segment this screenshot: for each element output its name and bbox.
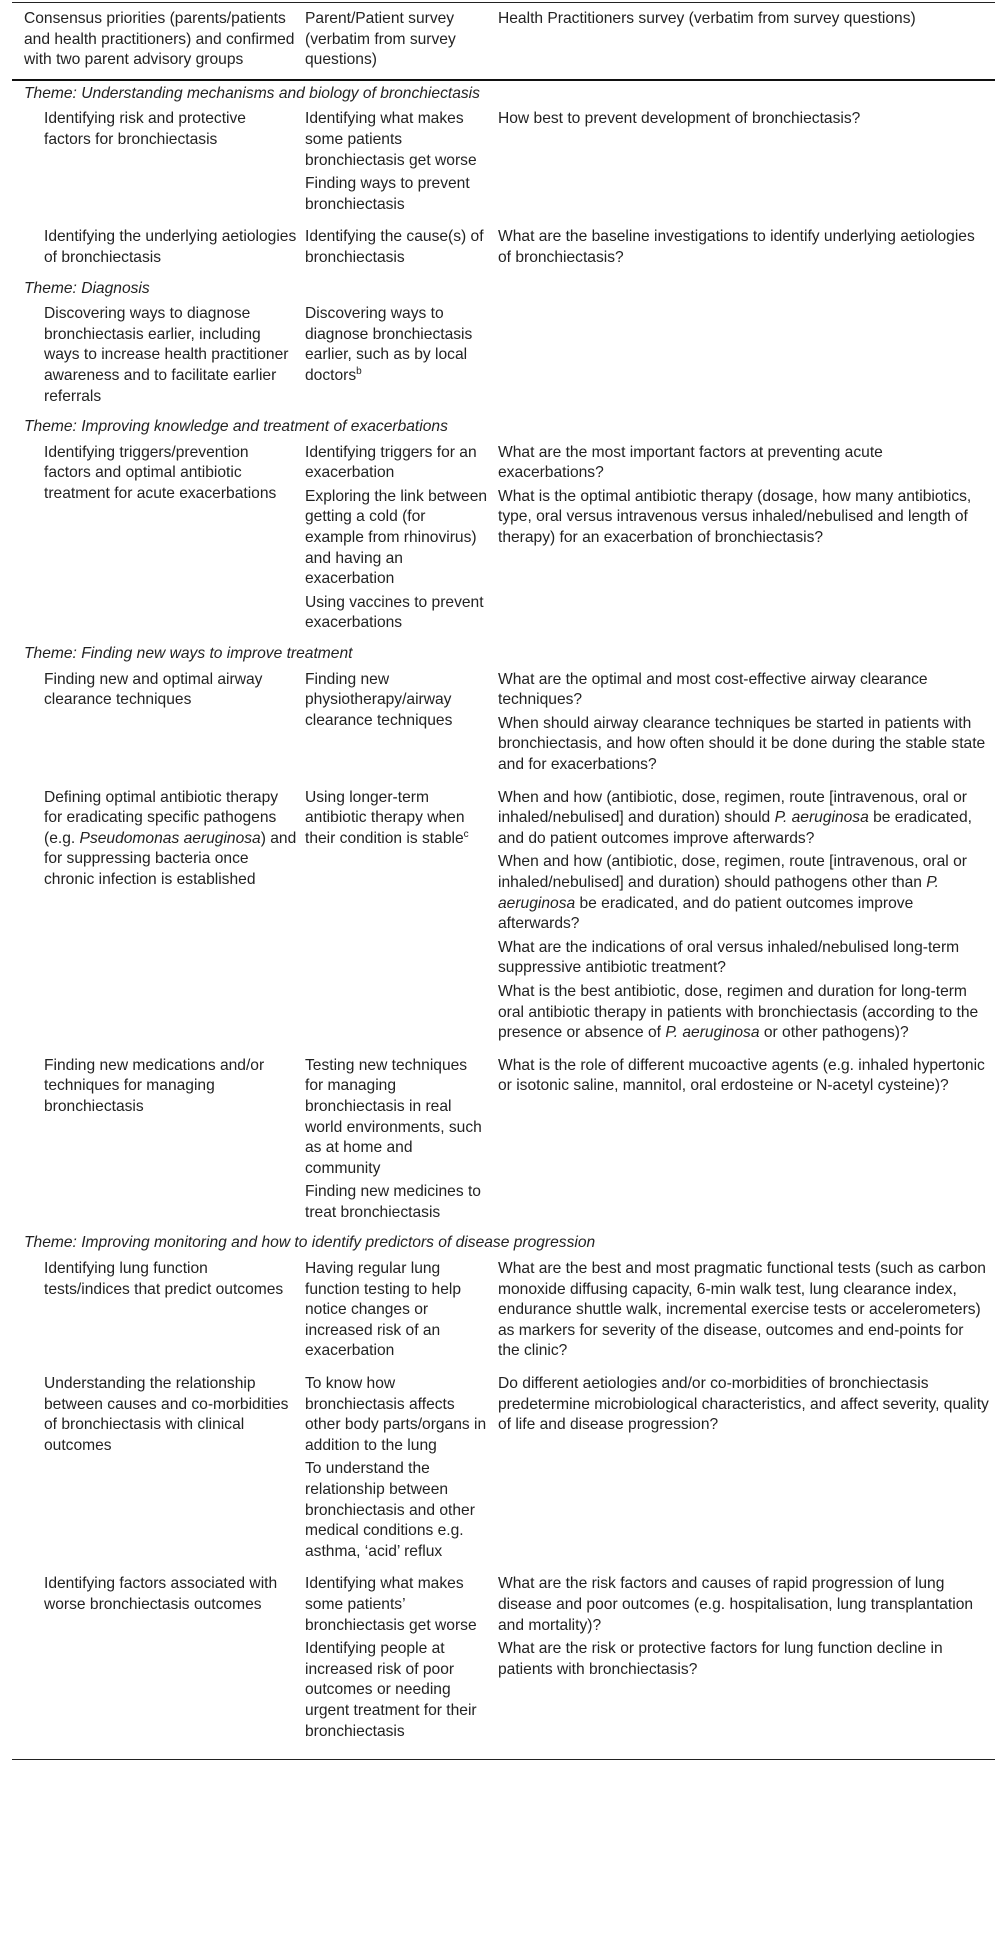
text: be eradicated, and do patient outcomes improve afterwards? (498, 894, 914, 933)
text: What is the best antibiotic, dose, regimen and duration for long-term oral antibiotic therapy in patients with bronchiectasis (according to the presence or absence of (498, 982, 979, 1042)
cell-item (498, 714, 989, 776)
cell-item (305, 443, 488, 484)
table-body (12, 81, 995, 1749)
theme-heading: Theme: Finding new ways to improve treatment (24, 645, 353, 663)
table-row (12, 1369, 995, 1569)
cell-item (498, 938, 989, 979)
practitioner-survey-cell (498, 1056, 995, 1227)
cell-item (305, 670, 488, 732)
cell-item (305, 593, 488, 634)
text: To know how bronchiectasis affects other body parts/organs in addition to the lung (305, 1375, 487, 1454)
practitioner-survey-cell (498, 109, 995, 218)
text: be eradicated, and do patient outcomes improve afterwards? (498, 809, 972, 847)
text: Having regular lung function testing to help notice changes or increased risk of an exacerbation (305, 1260, 462, 1360)
cell-item (498, 670, 989, 711)
theme-heading: Theme: Understanding mechanisms and biology of bronchiectasis (24, 84, 480, 102)
parent-survey-cell (305, 304, 498, 410)
text: What is the role of different mucoactive agents (e.g. inhaled hypertonic or isotonic saline, mannitol, oral erdosteine or N-acetyl cysteine)? (498, 1056, 985, 1095)
cell-item (498, 1639, 989, 1680)
table-header (12, 3, 995, 81)
cell-item (305, 174, 488, 215)
cell-item (498, 1574, 989, 1636)
cell-item (498, 788, 989, 850)
text: Identifying the underlying aetiologies of bronchiectasis (44, 228, 297, 266)
cell-item (44, 1056, 297, 1118)
cell-item (498, 982, 989, 1044)
table-row (12, 1254, 995, 1369)
text: Identifying triggers/prevention factors and optimal antibiotic treatment for acute exacerbations (44, 443, 277, 502)
italic-text: Pseudomonas aeruginosa (79, 829, 261, 847)
text: When should airway clearance techniques be started in patients with bronchiectasis, and how often should it be done during the stable state and for exacerbations? (498, 714, 986, 773)
table-row (12, 665, 995, 783)
text: ) and for suppressing bacteria once chronic infection is established (44, 829, 297, 888)
consensus-cell (12, 788, 305, 1047)
header-practitioner-survey: Health Practitioners survey (verbatim from survey questions) (498, 10, 916, 27)
theme-heading: Theme: Diagnosis (24, 279, 150, 297)
table-bottom-rule (12, 1749, 995, 1760)
text: Using longer-term antibiotic therapy when their condition is stable (305, 788, 465, 847)
parent-survey-cell (305, 1056, 498, 1227)
parent-survey-cell (305, 227, 498, 271)
cell-item (44, 227, 297, 268)
table-row (12, 104, 995, 222)
cell-item (44, 1259, 297, 1300)
table-row (12, 299, 995, 414)
consensus-cell (12, 304, 305, 410)
text: Testing new techniques for managing bronchiectasis in real world environments, such as at home and community (305, 1056, 482, 1177)
text: Identifying what makes some patients bronchiectasis get worse (305, 110, 477, 169)
text: Do different aetiologies and/or co-morbidities of bronchiectasis predetermine microbiological characteristics, and affect severity, quality of life and disease progression? (498, 1375, 989, 1434)
text: Identifying triggers for an exacerbation (305, 443, 477, 482)
text: Identifying factors associated with worse bronchiectasis outcomes (44, 1575, 278, 1613)
parent-survey-cell (305, 1374, 498, 1565)
table-row (12, 783, 995, 1051)
text: Finding new physiotherapy/airway clearance techniques (305, 670, 453, 729)
text: Identifying the cause(s) of bronchiectasis (305, 228, 484, 266)
consensus-cell (12, 1374, 305, 1565)
cell-item (498, 227, 989, 268)
cell-item (305, 487, 488, 590)
text: Discovering ways to diagnose bronchiectasis earlier, such as by local doctors (305, 305, 473, 384)
text: What are the optimal and most cost-effective airway clearance techniques? (498, 670, 928, 709)
cell-item (44, 1374, 297, 1456)
practitioner-survey-cell (498, 1259, 995, 1365)
text: Finding ways to prevent bronchiectasis (305, 175, 470, 213)
text: Finding new medications and/or techniques for managing bronchiectasis (44, 1056, 265, 1115)
cell-item (498, 1056, 989, 1097)
practitioner-survey-cell (498, 670, 995, 779)
consensus-cell (12, 1056, 305, 1227)
text: Identifying people at increased risk of poor outcomes or needing urgent treatment for their bronchiectasis (305, 1640, 477, 1740)
parent-survey-cell (305, 1259, 498, 1365)
cell-item (498, 487, 989, 549)
text: What are the best and most pragmatic functional tests (such as carbon monoxide diffusing capacity, 6-min walk test, lung clearance index, endurance shuttle walk, incremental exercise tests or accelerometers) as markers for severity of the disease, outcomes and end-points for the clinic? (498, 1260, 986, 1360)
text: Using vaccines to prevent exacerbations (305, 593, 484, 632)
italic-text: P. aeruginosa (665, 1024, 760, 1042)
parent-survey-cell (305, 670, 498, 779)
parent-survey-cell (305, 443, 498, 637)
parent-survey-cell (305, 1574, 498, 1745)
text: What are the risk factors and causes of rapid progression of lung disease and poor outcomes (e.g. hospitalisation, lung transplantation and mortality)? (498, 1575, 974, 1634)
italic-text: P. aeruginosa (498, 873, 940, 912)
practitioner-survey-cell (498, 788, 995, 1047)
consensus-cell (12, 109, 305, 218)
cell-item (44, 1574, 297, 1615)
text: Discovering ways to diagnose bronchiectasis earlier, including ways to increase health practitioner awareness and to facilitate earlier referrals (44, 305, 289, 405)
text: How best to prevent development of bronchiectasis? (498, 110, 861, 128)
theme-heading: Theme: Improving monitoring and how to identify predictors of disease progression (24, 1234, 596, 1252)
cell-item (44, 304, 297, 407)
cell-item (44, 109, 297, 150)
consensus-cell (12, 1259, 305, 1365)
cell-item (44, 788, 297, 891)
text: or other pathogens)? (759, 1024, 909, 1042)
practitioner-survey-cell (498, 227, 995, 271)
cell-item (305, 1459, 488, 1562)
text: Identifying lung function tests/indices that predict outcomes (44, 1260, 284, 1298)
cell-item (305, 1056, 488, 1180)
text: To understand the relationship between bronchiectasis and other medical conditions e.g. asthma, ‘acid’ reflux (305, 1460, 475, 1560)
cell-item (305, 1574, 488, 1636)
table-row (12, 222, 995, 275)
practitioner-survey-cell (498, 1574, 995, 1745)
cell-item (305, 1374, 488, 1456)
text: What is the optimal antibiotic therapy (dosage, how many antibiotics, type, oral versus intravenous versus inhaled/nebulised and length of therapy) for an exacerbation of bronchiectasis? (498, 487, 972, 547)
cell-item (305, 227, 488, 268)
text: Finding new medicines to treat bronchiectasis (305, 1183, 481, 1221)
cell-item (305, 1182, 488, 1223)
text: Identifying risk and protective factors for bronchiectasis (44, 110, 246, 148)
cell-item (305, 109, 488, 171)
text: What are the indications of oral versus inhaled/nebulised long-term suppressive antibiotic treatment? (498, 938, 960, 977)
header-parent-survey: Parent/Patient survey (verbatim from survey questions) (305, 10, 456, 69)
text: Exploring the link between getting a cold (for example from rhinovirus) and having an exacerbation (305, 487, 488, 588)
header-consensus: Consensus priorities (parents/patients and health practitioners) and confirmed with two parent advisory groups (24, 10, 295, 69)
text: What are the baseline investigations to identify underlying aetiologies of bronchiectasis? (498, 228, 975, 266)
text: Defining optimal antibiotic therapy for eradicating specific pathogens (e.g. (44, 788, 279, 847)
cell-item (498, 852, 989, 934)
text: What are the most important factors at preventing acute exacerbations? (498, 443, 883, 482)
consensus-cell (12, 443, 305, 637)
cell-item (44, 443, 297, 505)
text: Identifying what makes some patients’ bronchiectasis get worse (305, 1575, 477, 1634)
cell-item (44, 670, 297, 711)
practitioner-survey-cell (498, 1374, 995, 1565)
cell-item (305, 304, 488, 386)
cell-item (498, 1374, 989, 1436)
consensus-cell (12, 1574, 305, 1745)
cell-item (498, 1259, 989, 1362)
table-row (12, 1569, 995, 1749)
footnote-marker: c (463, 828, 469, 840)
footnote-marker: b (356, 365, 362, 377)
theme-heading: Theme: Improving knowledge and treatment of exacerbations (24, 418, 448, 436)
cell-item (305, 1259, 488, 1362)
practitioner-survey-cell (498, 304, 995, 410)
consensus-cell (12, 670, 305, 779)
cell-item (305, 1639, 488, 1742)
consensus-cell (12, 227, 305, 271)
parent-survey-cell (305, 109, 498, 218)
italic-text: P. aeruginosa (774, 809, 869, 827)
cell-item (305, 788, 488, 850)
text: What are the risk or protective factors for lung function decline in patients with bronchiectasis? (498, 1640, 943, 1678)
cell-item (498, 109, 989, 130)
text: Understanding the relationship between causes and co-morbidities of bronchiectasis with clinical outcomes (44, 1375, 289, 1454)
table-row (12, 438, 995, 641)
text: When and how (antibiotic, dose, regimen, route [intravenous, oral or inhaled/nebulised] and duration) should pathogens other than (498, 853, 967, 891)
text: When and how (antibiotic, dose, regimen, route [intravenous, oral or inhaled/nebulised] and duration) should (498, 788, 967, 827)
table-row (12, 1051, 995, 1231)
cell-item (498, 443, 989, 484)
text: Finding new and optimal airway clearance techniques (44, 670, 263, 709)
practitioner-survey-cell (498, 443, 995, 637)
parent-survey-cell (305, 788, 498, 1047)
priorities-table (12, 2, 995, 1760)
